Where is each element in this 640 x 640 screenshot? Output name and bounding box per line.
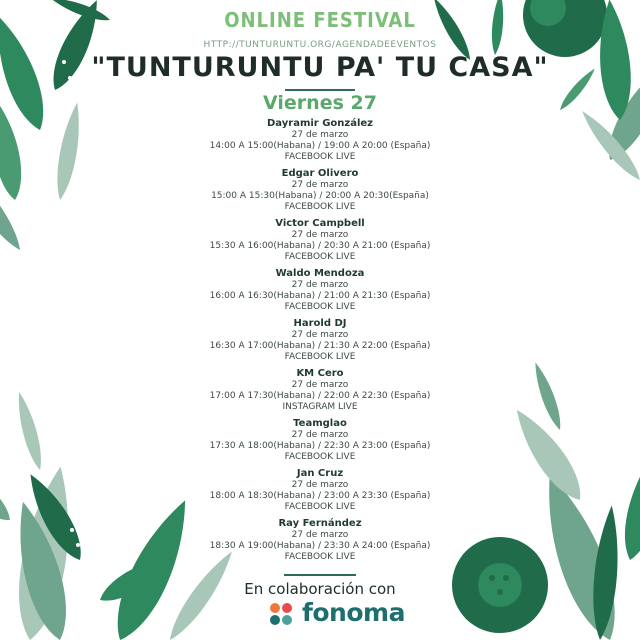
- event-platform: FACEBOOK LIVE: [284, 452, 356, 462]
- event-date: 27 de marzo: [291, 480, 349, 490]
- artist-name: Teamglao: [293, 418, 347, 429]
- event-platform: FACEBOOK LIVE: [284, 152, 356, 162]
- list-item: [0, 367, 640, 417]
- artist-name: Dayramir González: [267, 118, 373, 129]
- artist-name: KM Cero: [296, 368, 344, 379]
- event-time: 16:00 A 16:30(Habana) / 21:00 A 21:30 (España): [209, 291, 431, 301]
- festival-label: ONLINE FESTIVAL: [224, 8, 416, 32]
- list-item: [0, 117, 640, 167]
- event-date: 27 de marzo: [291, 330, 349, 340]
- event-date: 27 de marzo: [291, 430, 349, 440]
- artist-name: Waldo Mendoza: [275, 268, 365, 279]
- event-platform: FACEBOOK LIVE: [284, 552, 356, 562]
- page-title: "TUNTURUNTU PA' TU CASA": [91, 52, 549, 83]
- list-item: [0, 467, 640, 517]
- event-platform: FACEBOOK LIVE: [284, 302, 356, 312]
- event-date: 27 de marzo: [291, 180, 349, 190]
- event-time: 17:30 A 18:00(Habana) / 22:30 A 23:00 (España): [209, 441, 431, 451]
- event-platform: FACEBOOK LIVE: [284, 202, 356, 212]
- event-date: 27 de marzo: [291, 380, 349, 390]
- event-time: 16:30 A 17:00(Habana) / 21:30 A 22:00 (España): [209, 341, 431, 351]
- event-date: 27 de marzo: [291, 280, 349, 290]
- day-heading: Viernes 27: [263, 92, 377, 114]
- event-platform: INSTAGRAM LIVE: [282, 402, 358, 412]
- artist-name: Ray Fernández: [278, 518, 362, 529]
- fonoma-logo-text: fonoma: [302, 598, 405, 627]
- event-schedule: [0, 117, 640, 567]
- event-date: 27 de marzo: [291, 130, 349, 140]
- event-platform: FACEBOOK LIVE: [284, 352, 356, 362]
- event-time: 14:00 A 15:00(Habana) / 19:00 A 20:00 (España): [209, 141, 431, 151]
- event-time: 17:00 A 17:30(Habana) / 22:00 A 22:30 (España): [209, 391, 431, 401]
- collab-divider: [284, 574, 356, 576]
- artist-name: Jan Cruz: [296, 468, 344, 479]
- list-item: [0, 317, 640, 367]
- list-item: [0, 517, 640, 567]
- event-date: 27 de marzo: [291, 230, 349, 240]
- fonoma-logo: [270, 600, 410, 630]
- event-platform: FACEBOOK LIVE: [284, 252, 356, 262]
- list-item: [0, 217, 640, 267]
- artist-name: Edgar Olivero: [281, 168, 359, 179]
- event-url[interactable]: HTTP://TUNTURUNTU.ORG/AGENDADEEVENTOS: [203, 40, 437, 50]
- artist-name: Victor Campbell: [275, 218, 365, 229]
- fonoma-logo-icon: [270, 603, 294, 627]
- list-item: [0, 417, 640, 467]
- event-time: 15:00 A 15:30(Habana) / 20:00 A 20:30(España): [211, 191, 429, 201]
- list-item: [0, 267, 640, 317]
- event-time: 18:30 A 19:00(Habana) / 23:30 A 24:00 (España): [209, 541, 431, 551]
- title-divider: [285, 89, 355, 91]
- event-time: 18:00 A 18:30(Habana) / 23:00 A 23:30 (España): [209, 491, 431, 501]
- event-time: 15:30 A 16:00(Habana) / 20:30 A 21:00 (España): [209, 241, 431, 251]
- event-platform: FACEBOOK LIVE: [284, 502, 356, 512]
- list-item: [0, 167, 640, 217]
- collab-label: En colaboración con: [244, 580, 396, 598]
- artist-name: Harold DJ: [293, 318, 347, 329]
- event-date: 27 de marzo: [291, 530, 349, 540]
